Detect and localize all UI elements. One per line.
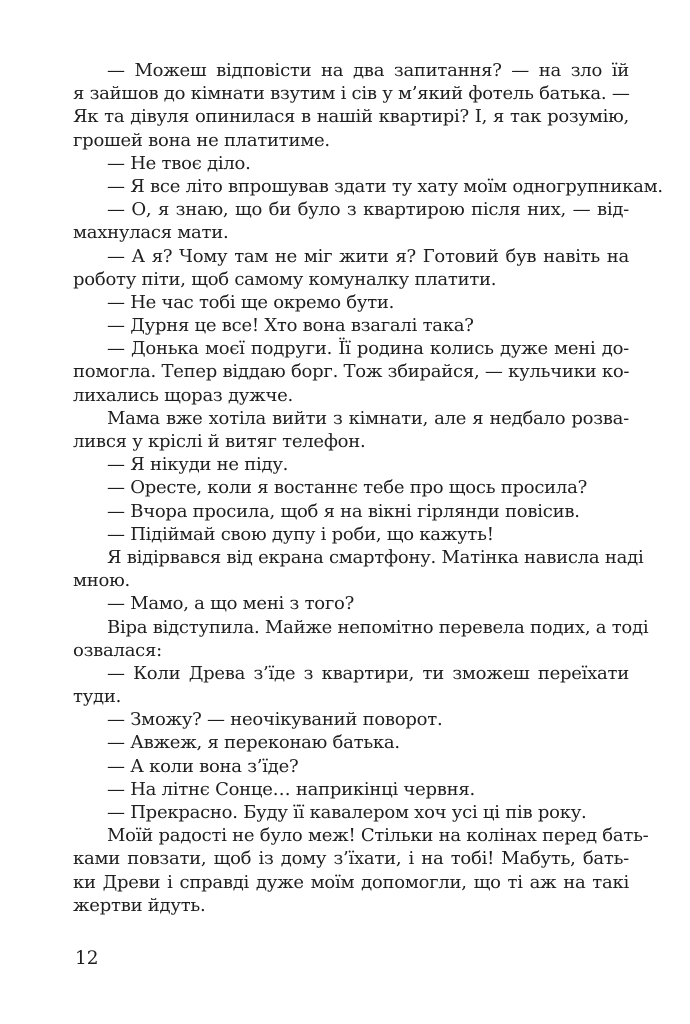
text-line: Моїй радості не було меж! Стільки на колінах перед бать- [107, 825, 649, 847]
paragraph [73, 616, 649, 662]
paragraph [73, 592, 629, 615]
paragraph [73, 824, 649, 917]
paragraph [73, 476, 629, 499]
page-number: 12 [75, 948, 99, 969]
text-line: — Донька моєї подруги. Її родина колись дуже мені до- [107, 338, 629, 360]
text-line: озвалася: [73, 639, 162, 661]
text-line: лився у кріслі й витяг телефон. [73, 431, 366, 452]
text-line: — Зможу? — неочікуваний поворот. [107, 709, 443, 731]
paragraph [73, 453, 629, 476]
text-line: Як та дівуля опинилася в нашій квартирі? І, я так розумію, [73, 106, 629, 128]
paragraph [73, 546, 644, 592]
text-line: — А коли вона з’їде? [107, 755, 299, 777]
text-line: — Підіймай свою дупу і роби, що кажуть! [107, 523, 494, 545]
text-line: — Авжеж, я переконаю батька. [107, 732, 400, 754]
text-line: — Не час тобі ще окремо бути. [107, 291, 395, 313]
text-line: — Коли Древа з’їде з квартири, ти зможеш переїхати [107, 662, 629, 684]
text-line: жертви йдуть. [73, 894, 206, 916]
paragraph [73, 245, 629, 291]
text-line: — Не твоє діло. [107, 152, 251, 174]
text-line: туди. [73, 686, 122, 708]
paragraph [73, 708, 629, 731]
paragraph [73, 407, 629, 453]
text-line: ками повзати, щоб із дому з’їхати, і на тобі! Мабуть, бать- [73, 848, 629, 870]
paragraph [73, 198, 629, 244]
text-line: я зайшов до кімнати взутим і сів у м’який фотель батька. — [73, 83, 630, 105]
text-line: — Прекрасно. Буду її кавалером хоч усі ці пів року. [107, 802, 587, 823]
paragraph [73, 500, 629, 523]
text-line: роботу піти, щоб самому комуналку платити. [73, 268, 497, 290]
text-line: грошей вона не платитиме. [73, 129, 330, 151]
text-line: — Можеш відповісти на два запитання? — на зло їй [107, 60, 629, 81]
paragraph [73, 801, 629, 824]
paragraph [73, 291, 629, 314]
text-line: — Дурня це все! Хто вона взагалі така? [107, 315, 474, 337]
text-line: махнулася мати. [73, 222, 229, 244]
text-line: ки Древи і справді дуже моїм допомогли, що ті аж на такі [73, 871, 629, 893]
text-line: — Мамо, а що мені з того? [107, 593, 355, 615]
paragraph [73, 731, 629, 754]
text-line: — Я все літо впрошував здати ту хату моїм одногрупникам. [107, 175, 663, 197]
paragraph [73, 755, 629, 778]
text-line: мною. [73, 570, 130, 592]
page-text [73, 59, 663, 917]
paragraph [73, 337, 629, 407]
text-line: — А я? Чому там не міг жити я? Готовий був навіть на [107, 245, 629, 267]
paragraph [73, 523, 629, 546]
text-line: помогла. Тепер віддаю борг. Тож збирайся, — кульчики ко- [73, 361, 630, 383]
text-line: — Оресте, коли я востаннє тебе про щось просила? [107, 477, 587, 499]
text-line: — Я нікуди не піду. [107, 454, 289, 476]
text-line: — На літнє Сонце… наприкінці червня. [107, 778, 475, 800]
text-line: Я відірвався від екрана смартфону. Матінка нависла наді [107, 546, 644, 568]
text-line: Віра відступила. Майже непомітно перевела подих, а тоді [107, 616, 649, 638]
paragraph [73, 314, 629, 337]
paragraph [73, 662, 629, 708]
paragraph [73, 59, 629, 152]
text-line: лихались щораз дужче. [73, 384, 293, 406]
text-line: — О, я знаю, що би було з квартирою після них, — від- [107, 199, 629, 221]
paragraph [73, 175, 663, 198]
paragraph [73, 152, 629, 175]
text-line: Мама вже хотіла вийти з кімнати, але я недбало розва- [107, 407, 629, 429]
text-line: — Вчора просила, щоб я на вікні гірлянди повісив. [107, 500, 580, 522]
paragraph [73, 778, 629, 801]
